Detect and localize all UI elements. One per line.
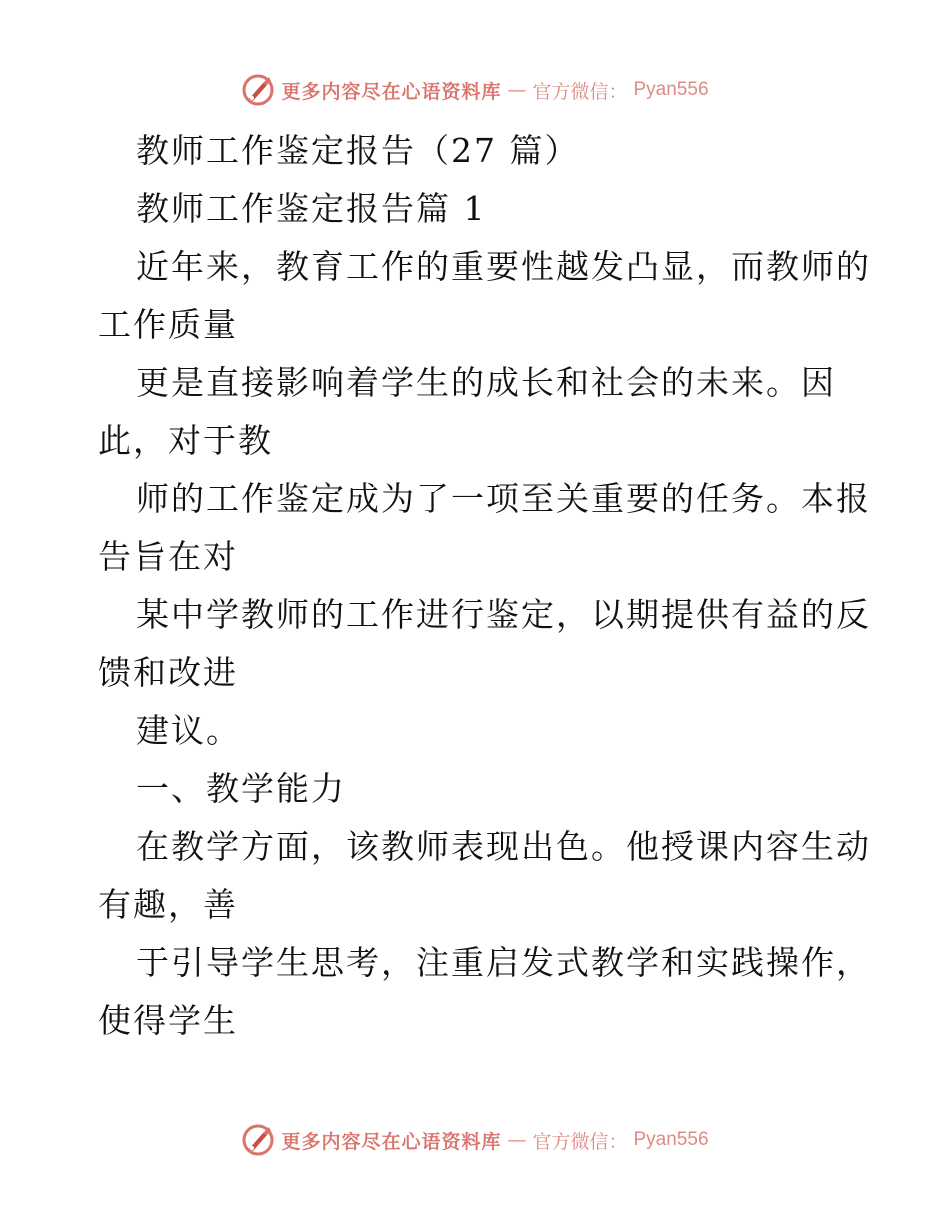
banner-dash: — (507, 1129, 527, 1151)
paragraph-line: 有趣，善 (98, 885, 238, 924)
document-body (98, 122, 871, 1050)
wechat-label: 官方微信： (532, 1130, 628, 1153)
header-banner (0, 68, 950, 112)
paragraph-line: 此，对于教 (98, 421, 273, 460)
paragraph-line: 师的工作鉴定成为了一项至关重要的任务。本报 (136, 479, 871, 518)
paragraph-line: 使得学生 (98, 1001, 238, 1040)
paragraph-line: 于引导学生思考，注重启发式教学和实践操作， (136, 943, 871, 982)
paragraph-line: 在教学方面，该教师表现出色。他授课内容生动 (136, 827, 871, 866)
paragraph-line: 告旨在对 (98, 537, 238, 576)
footer-banner (0, 1118, 950, 1162)
wechat-handle: Pyan556 (633, 1129, 709, 1150)
paragraph-line: 某中学教师的工作进行鉴定，以期提供有益的反 (136, 595, 871, 634)
paragraph-line: 工作质量 (98, 305, 238, 344)
paragraph-line: 近年来，教育工作的重要性越发凸显，而教师的 (136, 247, 871, 286)
quill-pen-logo-icon (241, 1123, 275, 1157)
paragraph-line: 更是直接影响着学生的成长和社会的未来。因 (136, 363, 836, 402)
banner-dash: — (507, 79, 527, 101)
footer-banner-content (241, 1123, 708, 1157)
document-title: 教师工作鉴定报告（27 篇） (136, 131, 580, 170)
paragraph-line: 馈和改进 (98, 653, 238, 692)
wechat-handle: Pyan556 (633, 79, 709, 100)
header-banner-content (241, 73, 708, 107)
paragraph-line: 建议。 (136, 711, 241, 750)
wechat-label: 官方微信： (532, 80, 628, 103)
subsection-heading: 一、教学能力 (136, 769, 346, 808)
site-name-text: 更多内容尽在心语资料库 (281, 1130, 502, 1153)
site-name-text: 更多内容尽在心语资料库 (281, 80, 502, 103)
quill-pen-logo-icon (241, 73, 275, 107)
section-heading: 教师工作鉴定报告篇 1 (136, 189, 487, 228)
